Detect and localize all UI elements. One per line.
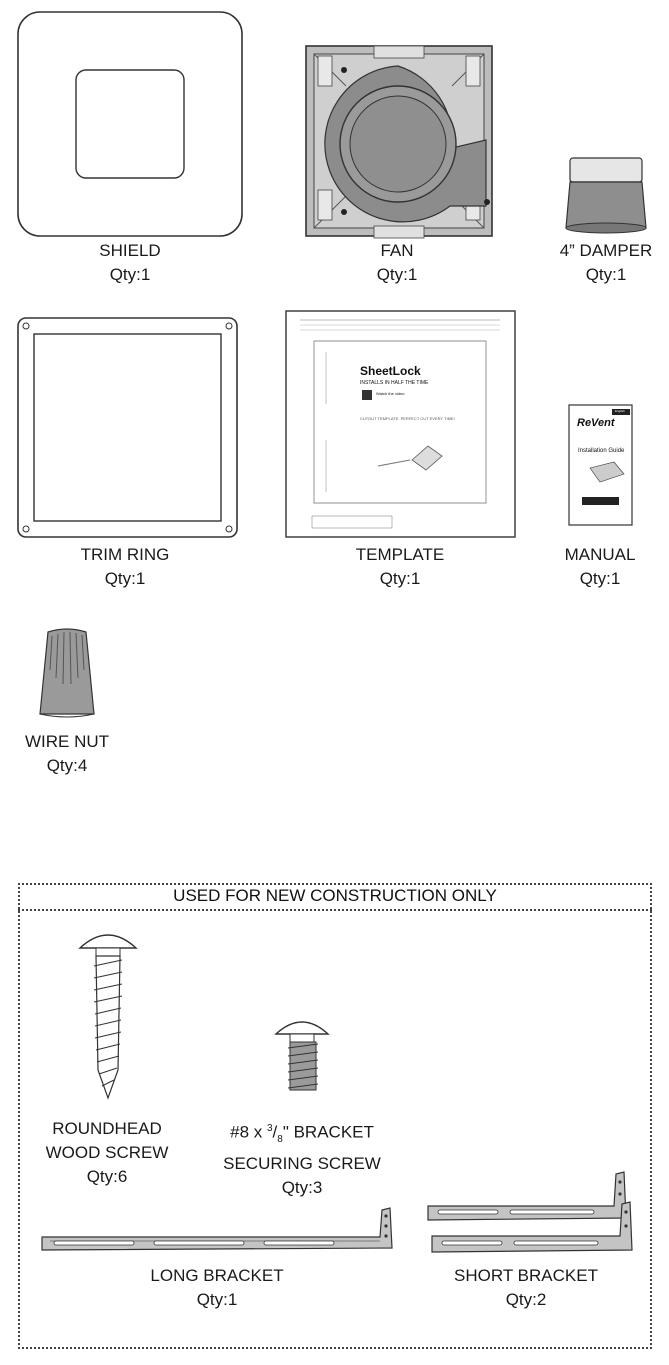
manual-qty: Qty:1 [579, 569, 621, 588]
wirenut-name: WIRE NUT [24, 732, 110, 751]
damper-qty: Qty:1 [585, 265, 627, 284]
short-bracket-qty: Qty:2 [505, 1290, 547, 1309]
wood-screw-line1: ROUNDHEAD [52, 1119, 162, 1138]
fan-name: FAN [380, 241, 414, 260]
long-bracket-qty: Qty:1 [196, 1290, 238, 1309]
bracket-screw-sup: 3 [266, 1123, 273, 1134]
template-cutout: CUTOUT TEMPLATE. PERFECT CUT EVERY TIME! [360, 416, 455, 421]
manual-brand: ReVent [577, 417, 615, 429]
template-watch: Watch the video [376, 391, 405, 396]
long-bracket-name: LONG BRACKET [150, 1266, 284, 1285]
short-bracket-name: SHORT BRACKET [454, 1266, 598, 1285]
shield-name: SHIELD [99, 241, 161, 260]
manual-name: MANUAL [564, 545, 636, 564]
short-bracket-label [426, 1264, 626, 1312]
trim-name: TRIM RING [80, 545, 170, 564]
bracket-screw-line2: SECURING SCREW [223, 1154, 381, 1174]
bracket-screw-slash: / [272, 1122, 278, 1142]
template-name: TEMPLATE [355, 545, 445, 564]
bracket-screw-line1-a: #8 x [230, 1122, 267, 1142]
bracket-screw-qty: Qty:3 [281, 1178, 323, 1198]
new-construction-header: USED FOR NEW CONSTRUCTION ONLY [18, 883, 652, 911]
template-brand: SheetLock [360, 364, 421, 378]
fan-qty: Qty:1 [376, 265, 418, 284]
template-tagline: INSTALLS IN HALF THE TIME [360, 380, 429, 386]
wirenut-qty: Qty:4 [46, 756, 88, 775]
manual-title: Installation Guide [578, 448, 625, 454]
damper-name: 4” DAMPER [559, 241, 653, 260]
shield-qty: Qty:1 [109, 265, 151, 284]
manual-lang: English [615, 409, 625, 413]
trim-qty: Qty:1 [104, 569, 146, 588]
bracket-screw-line1-c: " BRACKET [282, 1122, 374, 1142]
bracket-screw-sub: 8 [277, 1134, 283, 1146]
template-qty: Qty:1 [379, 569, 421, 588]
wood-screw-qty: Qty:6 [86, 1167, 128, 1186]
wood-screw-line2: WOOD SCREW [45, 1143, 169, 1162]
